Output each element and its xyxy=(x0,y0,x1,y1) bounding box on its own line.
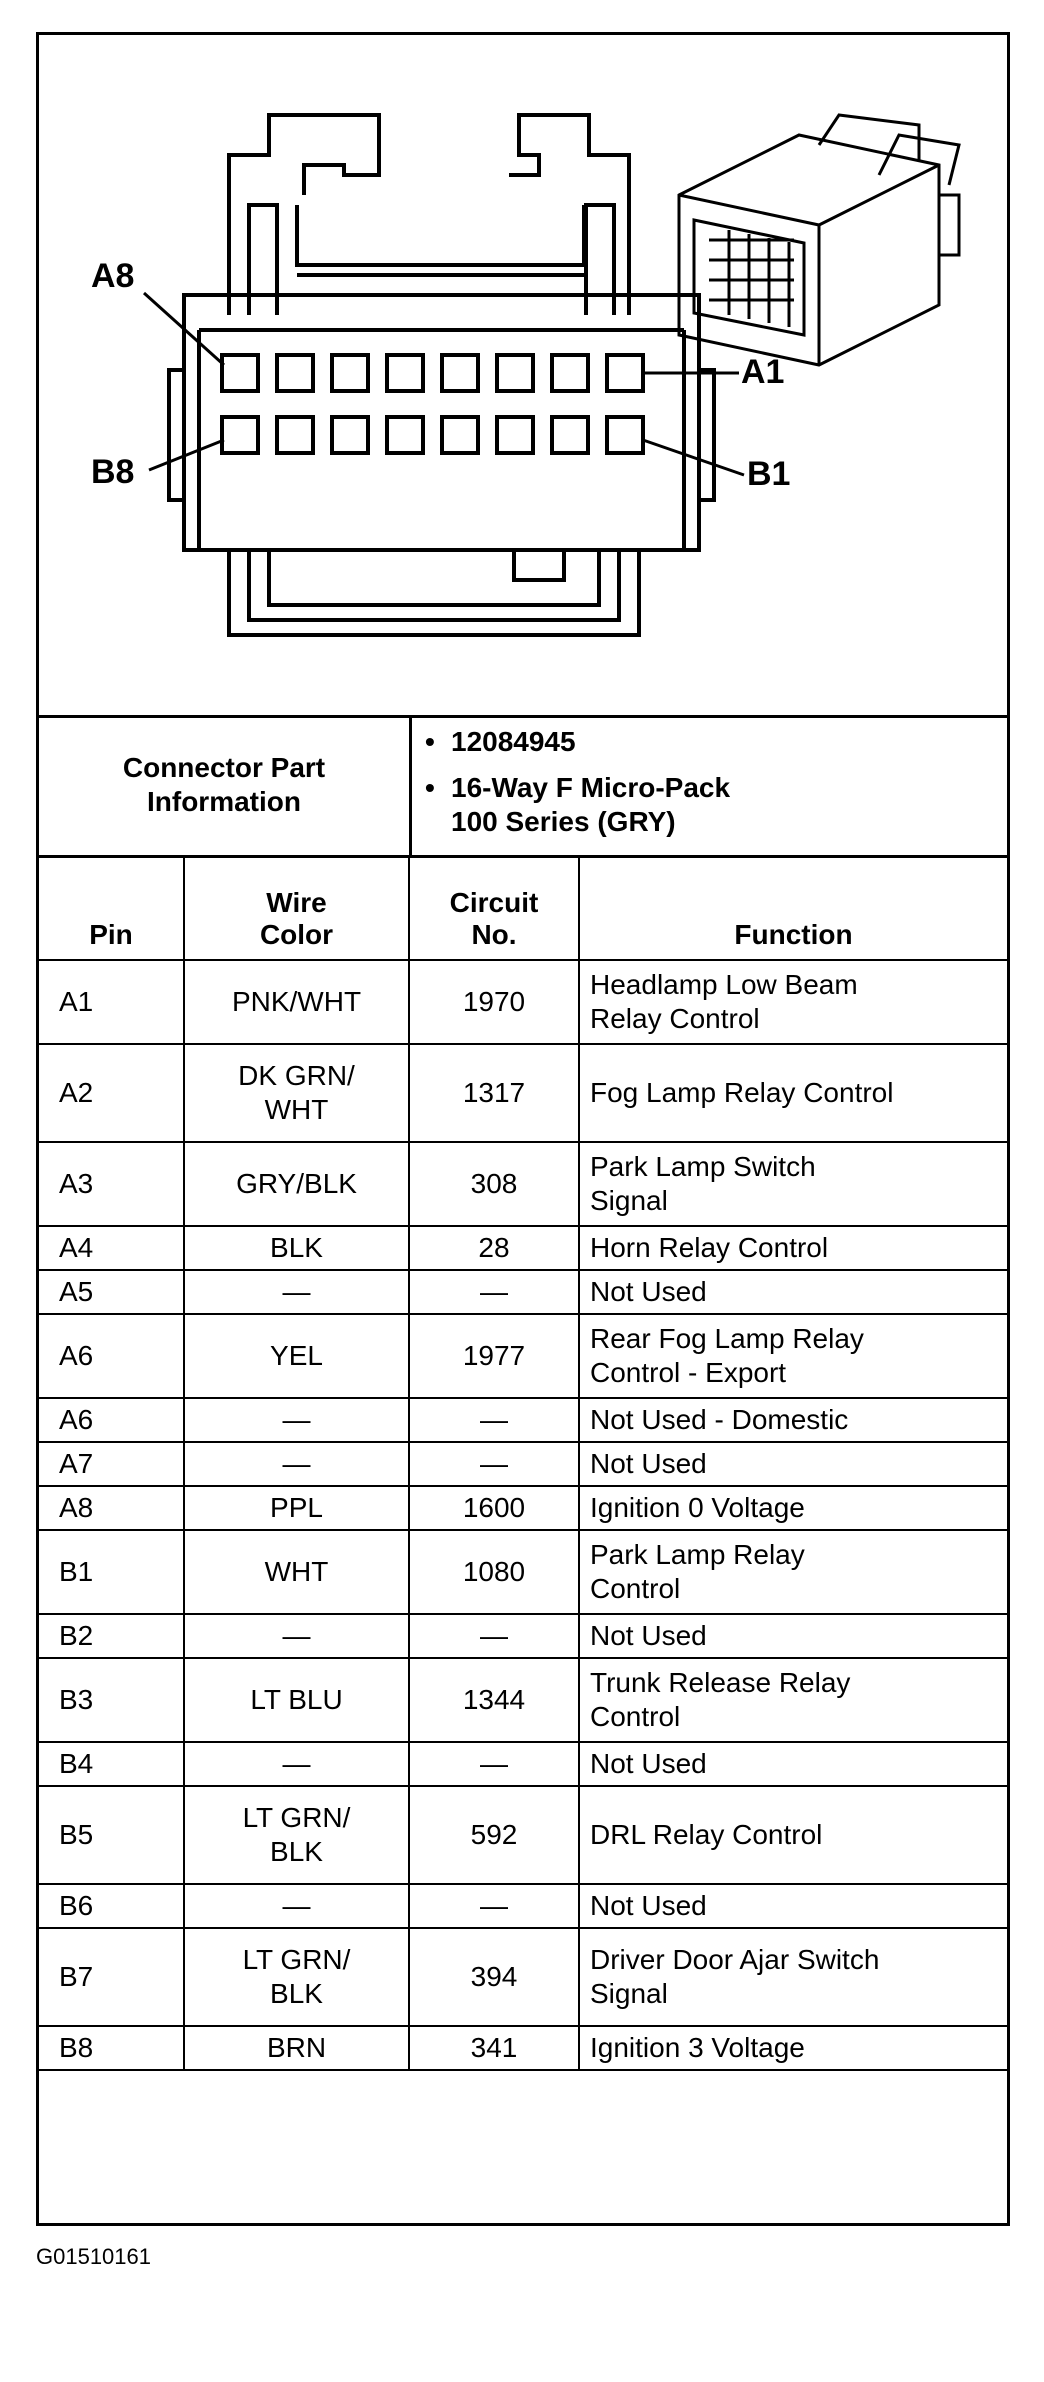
circuit-cell xyxy=(409,1742,579,1786)
function-cell-text: DRL Relay Control xyxy=(590,1819,823,1850)
wire-color-cell xyxy=(184,1226,409,1270)
circuit-cell xyxy=(409,960,579,1044)
circuit-cell-text: — xyxy=(480,1890,508,1921)
circuit-cell xyxy=(409,1044,579,1142)
circuit-cell-text: 1317 xyxy=(462,1077,526,1108)
wire-color-cell-text: WHT xyxy=(264,1556,329,1587)
table-row xyxy=(39,1928,1007,2026)
circuit-cell-text: 341 xyxy=(470,2032,518,2063)
wire-color-cell xyxy=(184,2026,409,2070)
circuit-cell xyxy=(409,1314,579,1398)
header-circuit-no: Circuit No. xyxy=(409,856,579,960)
circuit-cell-text: — xyxy=(480,1748,508,1779)
wire-color-cell-text: — xyxy=(282,1448,311,1479)
table-row xyxy=(39,1142,1007,1226)
connector-diagram xyxy=(39,35,1007,718)
table-row xyxy=(39,1398,1007,1442)
wire-color-cell-text: LT BLU xyxy=(250,1684,343,1715)
function-cell xyxy=(579,1928,1007,2026)
connector-sheet xyxy=(36,32,1010,2226)
wire-color-cell-text: GRY/BLK xyxy=(236,1168,357,1199)
table-row xyxy=(39,1044,1007,1142)
function-cell-text: Not Used xyxy=(590,1748,707,1779)
function-cell-text: Not Used xyxy=(590,1448,707,1479)
wire-color-cell-text: — xyxy=(282,1404,311,1435)
pin-label-b1: B1 xyxy=(747,455,791,493)
pin-cell-text: B8 xyxy=(59,2032,94,2063)
circuit-cell-text: 1080 xyxy=(462,1556,526,1587)
function-cell-text: Ignition 3 Voltage xyxy=(590,2032,805,2063)
function-cell xyxy=(579,1614,1007,1658)
circuit-cell-text: 1344 xyxy=(462,1684,526,1715)
table-row xyxy=(39,1270,1007,1314)
connector-part-info xyxy=(39,715,1007,858)
function-cell xyxy=(579,1044,1007,1142)
pin-cell-text: A8 xyxy=(59,1492,94,1523)
pin-label-a8: A8 xyxy=(91,257,135,295)
wire-color-cell-text: BLK xyxy=(270,1978,323,2009)
function-cell-text: Fog Lamp Relay Control xyxy=(590,1077,894,1108)
table-row xyxy=(39,1614,1007,1658)
wire-color-cell-text: DK GRN/ xyxy=(238,1060,355,1091)
figure-id: G01510161 xyxy=(36,2244,151,2269)
wire-color-cell xyxy=(184,1044,409,1142)
wire-color-cell xyxy=(184,1786,409,1884)
connector-part-details xyxy=(419,725,999,851)
pin-cell xyxy=(39,1786,184,1884)
function-cell-text: Control xyxy=(590,1701,681,1732)
header-wire-color: Wire Color xyxy=(184,856,409,960)
pin-cell xyxy=(39,1530,184,1614)
wire-color-cell xyxy=(184,1928,409,2026)
table-row xyxy=(39,1884,1007,1928)
wire-color-cell-text: — xyxy=(282,1748,311,1779)
pin-cell-text: B7 xyxy=(59,1961,94,1992)
wire-color-cell xyxy=(184,960,409,1044)
function-cell xyxy=(579,1884,1007,1928)
circuit-cell xyxy=(409,1486,579,1530)
function-cell-text: Not Used xyxy=(590,1620,707,1651)
function-cell xyxy=(579,1486,1007,1530)
function-cell xyxy=(579,2026,1007,2070)
wire-color-cell-text: LT GRN/ xyxy=(242,1802,351,1833)
circuit-cell xyxy=(409,1658,579,1742)
circuit-cell xyxy=(409,1884,579,1928)
table-row xyxy=(39,1742,1007,1786)
circuit-cell xyxy=(409,2026,579,2070)
function-cell-text: Headlamp Low Beam xyxy=(590,969,858,1000)
wire-color-cell-text: BRN xyxy=(266,2032,327,2063)
header-pin: Pin xyxy=(39,856,184,960)
circuit-cell-text: 1977 xyxy=(462,1340,526,1371)
table-row xyxy=(39,1658,1007,1742)
pin-cell xyxy=(39,1614,184,1658)
function-cell-text: Control xyxy=(590,1573,681,1604)
table-row xyxy=(39,1530,1007,1614)
label-line-2: Information xyxy=(147,786,301,817)
circuit-cell-text: 1970 xyxy=(462,986,526,1017)
part-number: • 12084945 xyxy=(419,725,999,759)
table-row xyxy=(39,1786,1007,1884)
table-row xyxy=(39,1442,1007,1486)
pin-cell-text: A6 xyxy=(59,1404,94,1435)
pin-cell-text: B1 xyxy=(59,1556,94,1587)
pin-cell xyxy=(39,1658,184,1742)
function-cell-text: Rear Fog Lamp Relay xyxy=(590,1323,864,1354)
pin-cell-text: B5 xyxy=(59,1819,94,1850)
function-cell xyxy=(579,1530,1007,1614)
circuit-cell-text: 308 xyxy=(470,1168,518,1199)
pin-cell xyxy=(39,1928,184,2026)
function-cell-text: Not Used - Domestic xyxy=(590,1404,849,1435)
function-cell-text: Park Lamp Relay xyxy=(590,1539,805,1570)
pin-cell xyxy=(39,960,184,1044)
wire-color-cell-text: BLK xyxy=(270,1232,323,1263)
table-row xyxy=(39,2026,1007,2070)
table-row xyxy=(39,1486,1007,1530)
pin-cell-text: A7 xyxy=(59,1448,94,1479)
pin-cell-text: A4 xyxy=(59,1232,94,1263)
circuit-cell-text: 592 xyxy=(470,1819,518,1850)
function-cell xyxy=(579,1742,1007,1786)
pin-cell xyxy=(39,1442,184,1486)
label-line-1: Connector Part xyxy=(122,752,326,783)
pin-cell-text: B2 xyxy=(59,1620,94,1651)
header-function: Function xyxy=(579,856,1007,960)
function-cell xyxy=(579,1270,1007,1314)
wire-color-cell xyxy=(184,1142,409,1226)
wire-color-cell-text: — xyxy=(282,1276,311,1307)
function-cell xyxy=(579,1314,1007,1398)
pin-label-a1: A1 xyxy=(741,353,785,391)
circuit-cell-text: — xyxy=(480,1276,508,1307)
wire-color-cell-text: BLK xyxy=(270,1836,323,1867)
wire-color-cell-text: — xyxy=(282,1620,311,1651)
function-cell-text: Horn Relay Control xyxy=(590,1232,829,1263)
connector-part-label xyxy=(39,715,412,855)
circuit-cell xyxy=(409,1142,579,1226)
circuit-cell xyxy=(409,1530,579,1614)
function-cell-text: Relay Control xyxy=(590,1003,760,1034)
pin-cell-text: A3 xyxy=(59,1168,94,1199)
pin-cell-text: A1 xyxy=(59,986,94,1017)
function-cell-text: Trunk Release Relay xyxy=(590,1667,851,1698)
pin-cell xyxy=(39,1044,184,1142)
connector-face-icon xyxy=(39,35,1007,715)
wire-color-cell-text: YEL xyxy=(270,1340,323,1371)
wire-color-cell-text: LT GRN/ xyxy=(242,1944,351,1975)
table-row xyxy=(39,1226,1007,1270)
wire-color-cell xyxy=(184,1530,409,1614)
function-cell xyxy=(579,960,1007,1044)
pin-cell-text: A6 xyxy=(59,1340,94,1371)
wire-color-cell xyxy=(184,1442,409,1486)
function-cell xyxy=(579,1658,1007,1742)
wire-color-cell xyxy=(184,1398,409,1442)
pin-cell xyxy=(39,1884,184,1928)
function-cell-text: Ignition 0 Voltage xyxy=(590,1492,805,1523)
wire-color-cell xyxy=(184,1884,409,1928)
connector-description: • 16-Way F Micro-Pack 100 Series (GRY) xyxy=(419,771,999,839)
wire-color-cell xyxy=(184,1314,409,1398)
function-cell-text: Control - Export xyxy=(590,1357,787,1388)
connector-isometric-icon xyxy=(679,115,959,365)
pin-cell-text: B6 xyxy=(59,1890,94,1921)
pin-cell xyxy=(39,1142,184,1226)
wire-color-cell xyxy=(184,1742,409,1786)
circuit-cell xyxy=(409,1398,579,1442)
wire-color-cell xyxy=(184,1614,409,1658)
table-row xyxy=(39,1314,1007,1398)
circuit-cell xyxy=(409,1226,579,1270)
function-cell-text: Driver Door Ajar Switch xyxy=(590,1944,880,1975)
table-header xyxy=(39,856,1007,960)
wire-color-cell-text: PPL xyxy=(270,1492,323,1523)
function-cell-text: Not Used xyxy=(590,1276,707,1307)
wire-color-cell-text: WHT xyxy=(264,1094,329,1125)
circuit-cell xyxy=(409,1614,579,1658)
pin-cell xyxy=(39,1270,184,1314)
pin-cell xyxy=(39,1314,184,1398)
pin-label-b8: B8 xyxy=(91,453,135,491)
pin-cell xyxy=(39,1226,184,1270)
wire-color-cell xyxy=(184,1486,409,1530)
wire-color-cell-text: PNK/WHT xyxy=(231,986,362,1017)
circuit-cell xyxy=(409,1928,579,2026)
circuit-cell-text: 394 xyxy=(470,1961,518,1992)
function-cell-text: Not Used xyxy=(590,1890,707,1921)
pin-cell xyxy=(39,1742,184,1786)
circuit-cell xyxy=(409,1786,579,1884)
function-cell xyxy=(579,1142,1007,1226)
function-cell xyxy=(579,1786,1007,1884)
function-cell-text: Park Lamp Switch xyxy=(590,1151,816,1182)
pinout-table xyxy=(39,855,1007,2071)
pin-cell-text: B4 xyxy=(59,1748,94,1779)
circuit-cell-text: — xyxy=(480,1620,508,1651)
function-cell-text: Signal xyxy=(590,1978,668,2009)
wire-color-cell xyxy=(184,1270,409,1314)
function-cell xyxy=(579,1442,1007,1486)
circuit-cell-text: — xyxy=(480,1448,508,1479)
wire-color-cell xyxy=(184,1658,409,1742)
pin-cell xyxy=(39,1486,184,1530)
function-cell xyxy=(579,1226,1007,1270)
wire-color-cell-text: — xyxy=(282,1890,311,1921)
circuit-cell xyxy=(409,1442,579,1486)
circuit-cell xyxy=(409,1270,579,1314)
function-cell-text: Signal xyxy=(590,1185,668,1216)
pin-cell-text: A2 xyxy=(59,1077,94,1108)
pin-cell xyxy=(39,1398,184,1442)
pin-cell-text: A5 xyxy=(59,1276,94,1307)
circuit-cell-text: 28 xyxy=(478,1232,510,1263)
table-row xyxy=(39,960,1007,1044)
circuit-cell-text: — xyxy=(480,1404,508,1435)
circuit-cell-text: 1600 xyxy=(462,1492,526,1523)
pin-cell xyxy=(39,2026,184,2070)
pin-cell-text: B3 xyxy=(59,1684,94,1715)
function-cell xyxy=(579,1398,1007,1442)
